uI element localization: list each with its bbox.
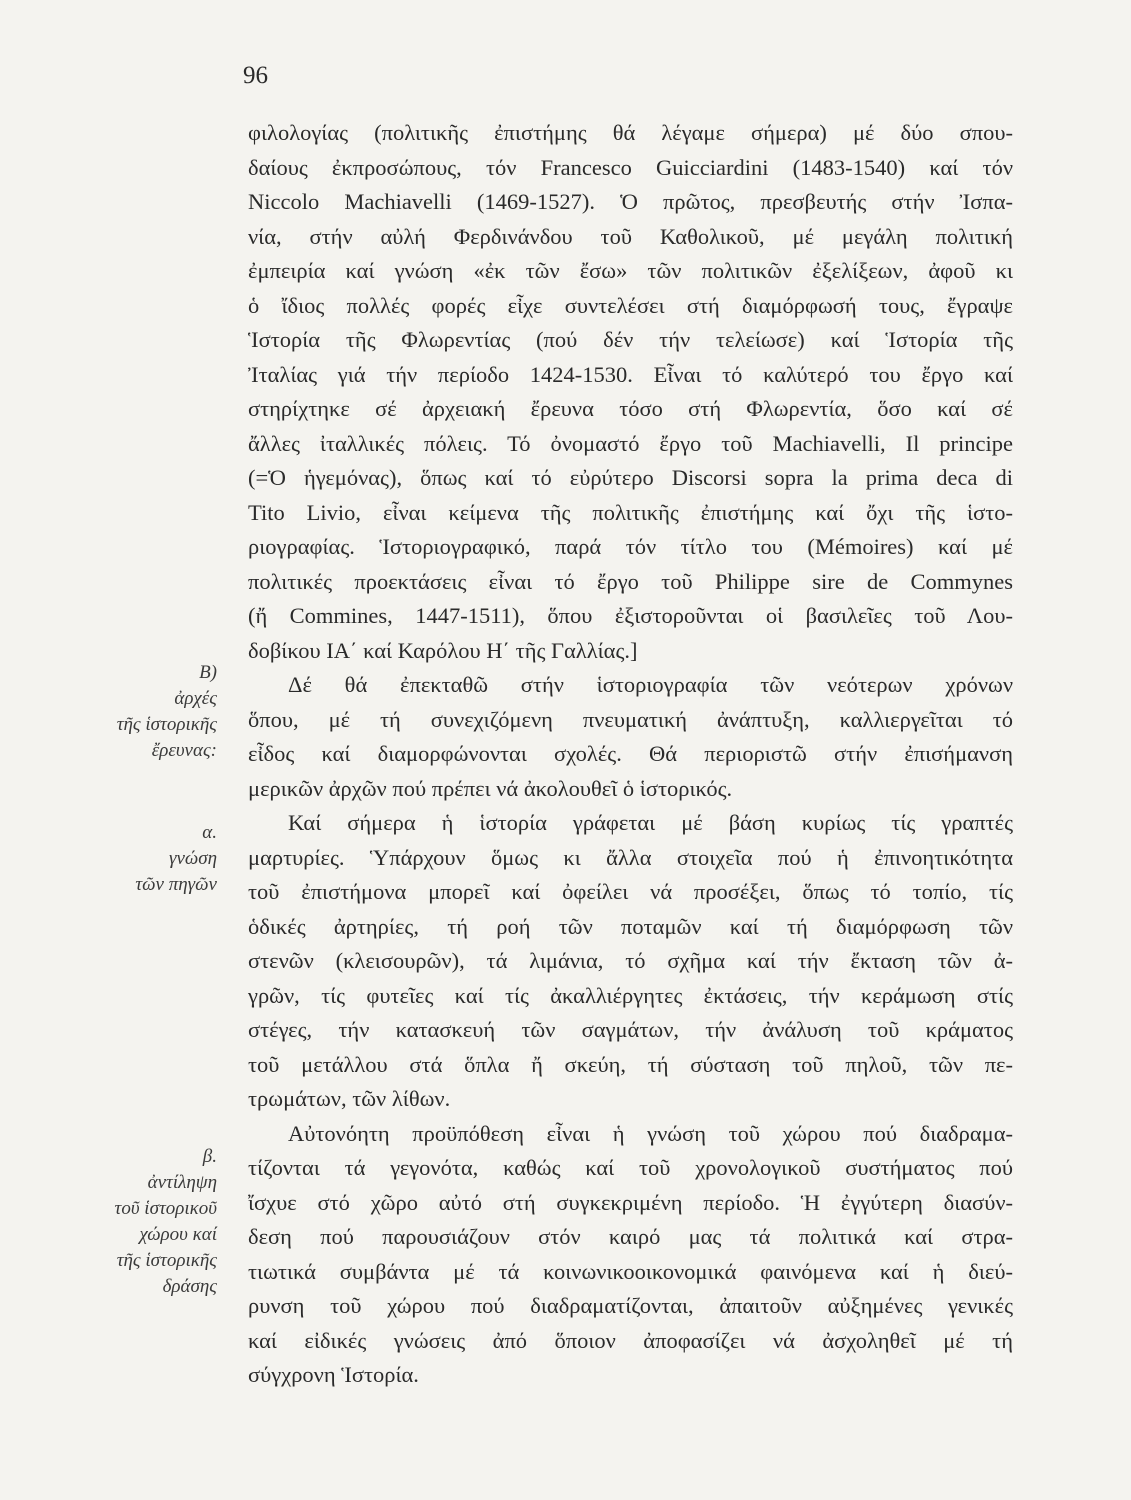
text-line: Tito Livio, εἶναι κείμενα τῆς πολιτικῆς ἐπιστήμης καί ὄχι τῆς ἱστο-	[248, 499, 1013, 525]
text-line: στενῶν (κλεισουρῶν), τά λιμάνια, τό σχῆμα καί τήν ἔκταση τῶν ἀ-	[248, 948, 1013, 973]
text-line: καί εἰδικές γνώσεις ἀπό ὅποιον ἀποφασίζει νά ἀσχοληθεῖ μέ τή	[248, 1327, 1013, 1353]
text-line: μερικῶν ἀρχῶν πού πρέπει νά ἀκολουθεῖ ὁ ἱστορικός.	[248, 775, 733, 801]
text-line: (=Ὁ ἡγεμόνας), ὅπως καί τό εὐρύτερο Discorsi sopra la prima deca di	[248, 465, 1013, 490]
margin-note-space	[115, 1144, 217, 1300]
body-text	[248, 116, 1013, 1393]
margin-note-line: δράσης	[162, 1276, 217, 1297]
text-line: ἄλλες ἰταλλικές πόλεις. Τό ὀνομαστό ἔργο τοῦ Machiavelli, Il principe	[248, 430, 1013, 456]
text-line: δαίους ἐκπροσώπους, τόν Francesco Guicciardini (1483-1540) καί τόν	[248, 154, 1013, 180]
margin-note-sources	[135, 820, 217, 898]
text-line: στηρίχτηκε σέ ἀρχειακή ἔρευνα τόσο στή Φλωρεντία, ὅσο καί σέ	[248, 396, 1013, 421]
text-line: Αὐτονόητη προϋπόθεση εἶναι ἡ γνώση τοῦ χώρου πού διαδραμα-	[288, 1120, 1013, 1146]
text-line: τιωτικά συμβάντα μέ τά κοινωνικοοικονομικά φαινόμενα καί ἡ διεύ-	[248, 1258, 1013, 1284]
margin-note-line: ἔρευνας:	[151, 740, 217, 761]
text-line: πολιτικές προεκτάσεις εἶναι τό ἔργο τοῦ Philippe sire de Commynes	[248, 568, 1013, 594]
text-line: δεση πού παρουσιάζουν στόν καιρό μας τά πολιτικά καί στρα-	[248, 1224, 1013, 1249]
text-line: ἴσχυε στό χῶρο αὐτό στή συγκεκριμένη περίοδο. Ἡ ἐγγύτερη διασύν-	[248, 1189, 1013, 1215]
text-line: Καί σήμερα ἡ ἱστορία γράφεται μέ βάση κυρίως τίς γραπτές	[288, 810, 1013, 835]
margin-note-line: χώρου καί	[139, 1224, 217, 1245]
text-line: Niccolo Machiavelli (1469-1527). Ὁ πρῶτος, πρεσβευτής στήν Ἰσπα-	[248, 189, 1013, 214]
page-number: 96	[243, 62, 268, 89]
margin-note-line: α.	[202, 822, 217, 843]
margin-note-line: B)	[199, 662, 217, 683]
margin-note-line: γνώση	[169, 848, 217, 869]
text-line: δοβίκου ΙΑ΄ καί Καρόλου Η΄ τῆς Γαλλίας.]	[248, 637, 638, 663]
text-line: ὅπου, μέ τή συνεχιζόμενη πνευματική ἀνάπτυξη, καλλιεργεῖται τό	[248, 706, 1013, 732]
text-line: Ἱστορία τῆς Φλωρεντίας (πού δέν τήν τελείωσε) καί Ἱστορία τῆς	[248, 327, 1013, 352]
text-line: τοῦ ἐπιστήμονα μπορεῖ καί ὀφείλει νά προσέξει, ὅπως τό τοπίο, τίς	[248, 879, 1013, 904]
text-line: στέγες, τήν κατασκευή τῶν σαγμάτων, τήν ἀνάλυση τοῦ κράματος	[248, 1017, 1013, 1042]
text-line: ὁ ἴδιος πολλές φορές εἶχε συντελέσει στή διαμόρφωσή τους, ἔγραψε	[248, 292, 1013, 318]
text-line: νία, στήν αὐλή Φερδινάνδου τοῦ Καθολικοῦ, μέ μεγάλη πολιτική	[248, 223, 1013, 249]
margin-note-line: ἀντίληψη	[147, 1172, 217, 1193]
text-line: (ἤ Commines, 1447-1511), ὅπου ἐξιστοροῦνται οἱ βασιλεῖες τοῦ Λου-	[248, 603, 1013, 628]
margin-note-line: ἀρχές	[174, 688, 217, 709]
text-line: Δέ θά ἐπεκταθῶ στήν ἱστοριογραφία τῶν νεότερων χρόνων	[288, 672, 1013, 697]
margin-note-line: τῶν πηγῶν	[135, 874, 217, 895]
text-line: τρωμάτων, τῶν λίθων.	[248, 1086, 451, 1111]
text-line: Ἰταλίας γιά τήν περίοδο 1424-1530. Εἶναι τό καλύτερό του ἔργο καί	[248, 361, 1013, 387]
text-line: ρυνση τοῦ χώρου πού διαδραματίζονται, ἀπαιτοῦν αὐξημένες γενικές	[248, 1293, 1013, 1318]
text-line: ὁδικές ἀρτηρίες, τή ροή τῶν ποταμῶν καί τή διαμόρφωση τῶν	[248, 913, 1013, 939]
text-line: τοῦ μετάλλου στά ὅπλα ἤ σκεύη, τή σύσταση τοῦ πηλοῦ, τῶν πε-	[248, 1051, 1013, 1077]
text-line: μαρτυρίες. Ὑπάρχουν ὅμως κι ἄλλα στοιχεῖα πού ἡ ἐπινοητικότητα	[248, 844, 1013, 870]
margin-note-principles	[117, 660, 217, 764]
margin-note-line: τῆς ἱστορικῆς	[116, 1250, 217, 1271]
text-line: σύγχρονη Ἱστορία.	[248, 1362, 419, 1387]
text-line: γρῶν, τίς φυτεῖες καί τίς ἀκαλλιέργητες ἐκτάσεις, τήν κεράμωση στίς	[248, 982, 1013, 1008]
margin-note-line: β.	[202, 1146, 217, 1167]
text-line: φιλολογίας (πολιτικῆς ἐπιστήμης θά λέγαμε σήμερα) μέ δύο σπου-	[248, 120, 1013, 145]
text-line: εἶδος καί διαμορφώνονται σχολές. Θά περιοριστῶ στήν ἐπισήμανση	[248, 741, 1013, 766]
margin-note-line: τοῦ ἱστορικοῦ	[114, 1198, 217, 1219]
text-line: ριογραφίας. Ἱστοριογραφικό, παρά τόν τίτλο του (Mémoires) καί μέ	[248, 534, 1013, 559]
text-line: ἐμπειρία καί γνώση «ἐκ τῶν ἔσω» τῶν πολιτικῶν ἐξελίξεων, ἀφοῦ κι	[248, 258, 1013, 283]
margin-note-line: τῆς ἱστορικῆς	[116, 714, 217, 735]
text-line: τίζονται τά γεγονότα, καθώς καί τοῦ χρονολογικοῦ συστήματος πού	[248, 1155, 1013, 1180]
